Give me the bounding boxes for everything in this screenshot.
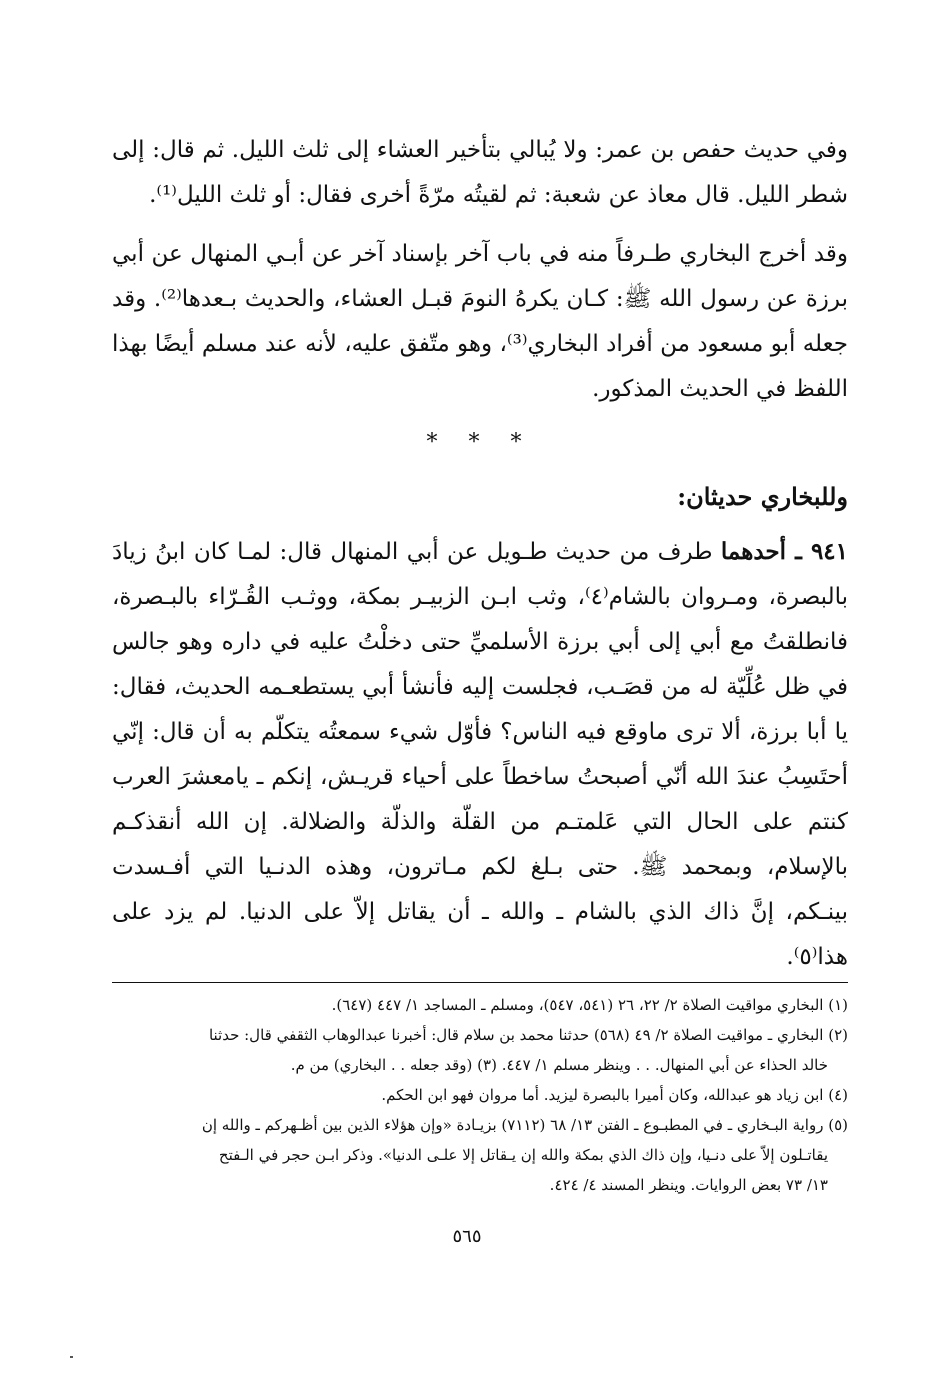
paragraph-1: وفي حديث حفص بن عمر: ولا يُبالي بتأخير العشاء إلى ثلث الليل. ثم قال: إلى شطر الليل. قال معاذ عن شعبة: ثم لقيتُه مرّةً أخرى فقال: أو ثلث الليل⁽¹⁾. [112, 137, 848, 208]
hadith-paragraph [112, 529, 848, 980]
footnote-5-cont-text-2: ١٣/ ٧٣ بعض الروايات. وينظر المسند ٤/ ٤٢٤. [549, 1176, 828, 1194]
hadith-number-title: ٩٤١ ـ أحدهما [720, 538, 848, 565]
paragraph-2: وقد أخرج البخاري طـرفاً منه في باب آخر بإسناد آخر عن أبـي المنهال عن أبي برزة عن رسول الله ﷺ: كـان يكرهُ النومَ قبـل العشاء، والحديث بـعدها⁽²⁾. وقد جعله أبو مسعود من أفراد البخاري⁽³⁾، وهو متّفق عليه، لأنه عند مسلم أيضًا بهذا اللفظ في الحديث المذكور. [112, 241, 848, 402]
hadith-text: طرف من حديث طـويل عن أبي المنهال قال: لمـا كان ابنُ زيادَ بالبصرة، ومـروان بالشام⁽٤⁾، وثب ابـن الزبيـر بمكة، ووثـب القُـرّاء بالبـصرة، فانطلقتُ مع أبي إلى أبي برزة الأسلميِّ حتى دخلْتُ عليه في داره وهو جالس في ظل عُلِّيّة له من قصَـب، فجلست إليه فأنشأ أبي يستطعـمه الحديث، فقال: يا أبا برزة، ألا ترى ماوقع فيه الناس؟ فأوّل شيء سمعتُه يتكلّم به أن قال: إنّي أحتَسِبُ عندَ الله أنّي أصبحتُ ساخطاً على أحياء قريـش، إنكم ـ يامعشرَ العرب كنتم على الحال التي عَلمتـم من القلّة والذلّة والضلالة. إن الله أنقذكـم بالإسلام، وبمحمد ﷺ. حتى بـلغ لكم مـاترون، وهذه الدنـيا التي أفـسدت بينـكم، إنَّ ذاك الذي بالشام ـ والله ـ أن يقاتل إلاّ على الدنيا. لم يزد على هذا⁽٥⁾. [112, 539, 849, 970]
footnote-divider [112, 982, 848, 983]
footnote-4: (٤) ابن زياد هو عبدالله، وكان أميرا بالبصرة ليزيد. أما مروان فهو ابن الحكم. [381, 1086, 848, 1104]
scan-speck [70, 1356, 73, 1358]
footnotes [112, 990, 848, 1200]
footnote-5-continued [112, 1140, 848, 1170]
footnote-1: (١) البخاري مواقيت الصلاة ٢/ ٢٢، ٢٦ (٥٤١، ٥٤٧)، ومسلم ـ المساجد ١/ ٤٤٧ (٦٤٧). [331, 996, 848, 1014]
footnote-5-continued-2 [112, 1170, 848, 1200]
section-heading: وللبخاري حديثان: [677, 482, 848, 511]
section-separator: * * * [426, 430, 534, 455]
footnote-2-continued [112, 1050, 848, 1080]
page-number: ٥٦٥ [452, 1226, 482, 1247]
footnote-5-cont-text: يقاتـلون إلاّ على دنـيا، وإن ذاك الذي بمكة والله إن يـقاتل إلا علـى الدنيا». وذكر ابـن حجر في الـفتح [218, 1146, 828, 1164]
main-text [112, 128, 848, 980]
footnote-2: (٢) البخاري ـ مواقيت الصلاة ٢/ ٤٩ (٥٦٨) حدثنا محمد بن سلام قال: أخبرنا عبدالوهاب الثقفي قال: حدثنا [208, 1026, 848, 1044]
footnote-2-cont-text: خالد الحذاء عن أبي المنهال. . . وينظر مسلم ١/ ٤٤٧. (٣) (وقد جعله . . البخاري) من م. [290, 1056, 828, 1074]
footnote-5: (٥) رواية البـخاري ـ في المطبـوع ـ الفتن ١٣/ ٦٨ (٧١١٢) بزيـادة «وإن هؤلاء الذين بين أظـهركم ـ والله إن [201, 1116, 848, 1134]
